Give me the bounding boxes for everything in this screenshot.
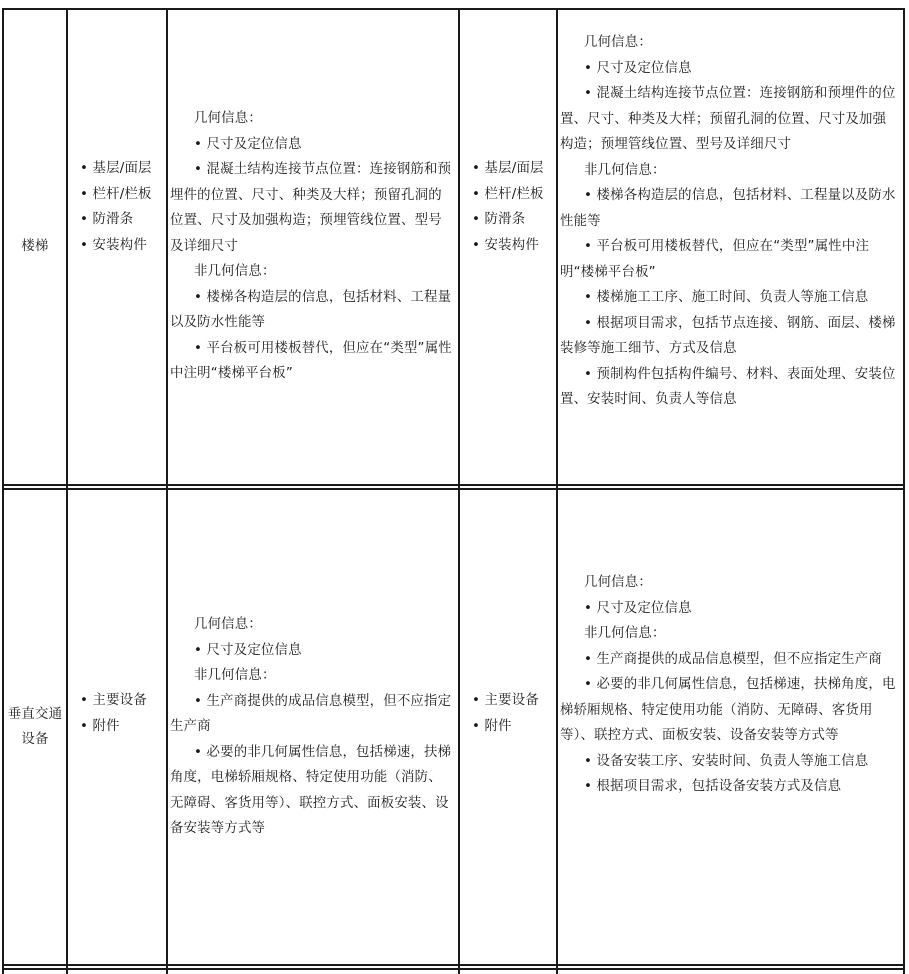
- info-bullet: • 尺寸及定位信息: [194, 642, 302, 658]
- info-bullet: • 楼梯施工工序、施工时间、负责人等施工信息: [584, 290, 869, 305]
- rule-v2: [166, 8, 168, 974]
- info-cell: [560, 30, 899, 413]
- component-list: [72, 688, 162, 739]
- info-heading: 非几何信息：: [194, 264, 276, 279]
- info-heading: 几何信息：: [194, 111, 262, 126]
- component-item: • 主要设备: [80, 693, 147, 708]
- info-heading: 非几何信息：: [584, 162, 666, 178]
- component-item: • 基层/面层: [80, 161, 152, 176]
- rule-row2-top: [2, 488, 905, 490]
- component-item: • 主要设备: [472, 693, 539, 708]
- info-heading: 几何信息：: [584, 35, 652, 50]
- info-cell: [560, 570, 899, 800]
- info-bullet: • 根据项目需求，包括设备安装方式及信息: [584, 779, 842, 794]
- row-name: [6, 490, 64, 964]
- info-bullet: • 尺寸及定位信息: [194, 136, 302, 152]
- info-bullet: • 生产商提供的成品信息模型，但不应指定生产商: [584, 651, 882, 667]
- info-heading: 几何信息：: [584, 575, 652, 590]
- info-bullet: • 尺寸及定位信息: [584, 600, 692, 616]
- info-bullet: • 平台板可用楼板替代，但应在“类型”属性中注明“楼梯平台板”: [170, 340, 452, 381]
- component-item: • 基层/面层: [472, 161, 544, 176]
- info-bullet: • 生产商提供的成品信息模型，但不应指定生产商: [170, 693, 452, 734]
- component-list: [464, 156, 554, 258]
- info-bullet: • 混凝土结构连接节点位置：连接钢筋和预埋件的位置、尺寸、种类及大样；预留孔洞的位置、尺寸及加强构造；预埋管线位置、型号及详细尺寸: [560, 86, 896, 152]
- info-bullet: • 必要的非几何属性信息，包括梯速，扶梯角度，电梯轿厢规格、特定使用功能（消防、无障碍、客货用等）、联控方式、面板安装、设备安装等方式等: [170, 744, 452, 836]
- component-item: • 防滑条: [472, 212, 526, 227]
- info-bullet: • 尺寸及定位信息: [584, 60, 692, 76]
- info-cell: [170, 612, 454, 842]
- rule-v1: [66, 8, 68, 974]
- row-name: [4, 10, 66, 484]
- rule-top: [2, 8, 905, 10]
- rule-v4: [556, 8, 558, 974]
- row-name-text: 楼梯: [21, 239, 49, 255]
- rule-row2-bottom: [2, 964, 905, 966]
- component-item: • 附件: [80, 718, 120, 734]
- info-bullet: • 必要的非几何属性信息，包括梯速，扶梯角度，电梯轿厢规格、特定使用功能（消防、无障碍、客货用等）、联控方式、面板安装、设备安装等方式等: [560, 677, 896, 743]
- info-bullet: • 设备安装工序、安装时间、负责人等施工信息: [584, 753, 869, 769]
- info-bullet: • 楼梯各构造层的信息，包括材料、工程量以及防水性能等: [560, 188, 896, 229]
- info-cell: [170, 106, 454, 387]
- component-list: [72, 156, 162, 258]
- rule-v5: [903, 8, 905, 974]
- component-item: • 安装构件: [472, 237, 539, 253]
- component-item: • 栏杆/栏板: [472, 186, 544, 202]
- row-name-text: 垂直交通设备: [7, 706, 63, 747]
- info-bullet: • 楼梯各构造层的信息，包括材料、工程量以及防水性能等: [170, 289, 452, 330]
- component-item: • 防滑条: [80, 212, 134, 227]
- component-item: • 安装构件: [80, 237, 147, 253]
- info-heading: 几何信息：: [194, 617, 262, 632]
- info-bullet: • 混凝土结构连接节点位置：连接钢筋和预埋件的位置、尺寸、种类及大样；预留孔洞的位置、尺寸及加强构造；预埋管线位置、型号及详细尺寸: [170, 162, 452, 254]
- component-list: [464, 688, 554, 739]
- info-heading: 非几何信息：: [584, 626, 666, 641]
- component-item: • 栏杆/栏板: [80, 186, 152, 202]
- info-bullet: • 预制构件包括构件编号、材料、表面处理、安装位置、安装时间、负责人等信息: [560, 366, 896, 407]
- info-bullet: • 平台板可用楼板替代，但应在“类型”属性中注明“楼梯平台板”: [560, 239, 870, 280]
- rule-row3-top: [2, 968, 905, 970]
- rule-v3: [458, 8, 460, 974]
- info-bullet: • 根据项目需求，包括节点连接、钢筋、面层、楼梯装修等施工细节、方式及信息: [560, 315, 896, 356]
- component-item: • 附件: [472, 718, 512, 734]
- info-heading: 非几何信息：: [194, 668, 276, 683]
- rule-row1-bottom: [2, 484, 905, 486]
